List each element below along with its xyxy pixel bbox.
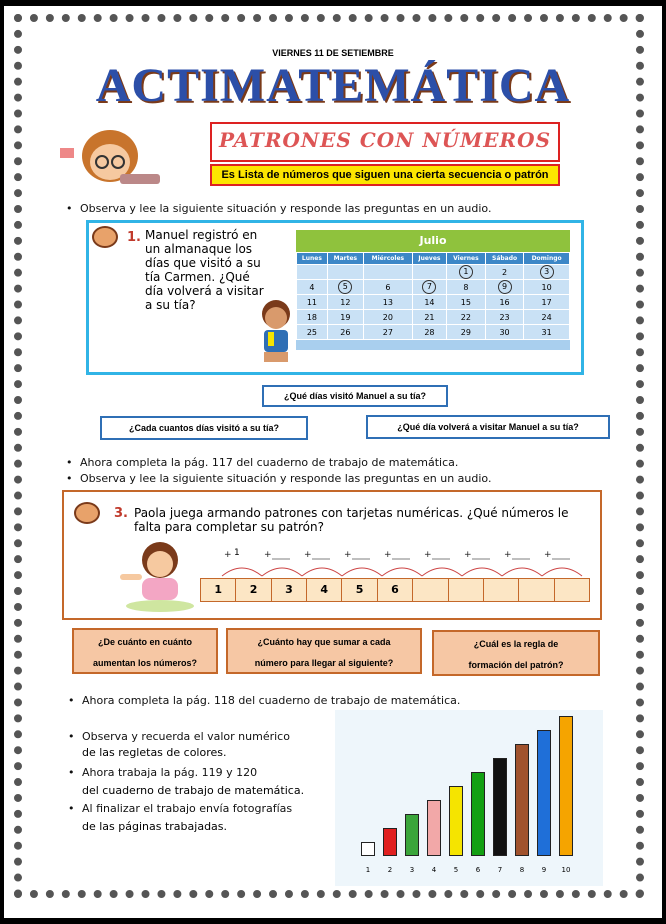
instruction-complete-117: • Ahora completa la pág. 117 del cuaderno de trabajo de matemática. xyxy=(80,456,458,469)
problem-1-text: Manuel registró en un almanaque los días que visitó a su tía Carmen. ¿Qué día volverá a visitar a su tía? xyxy=(145,228,264,312)
svg-text:+: + xyxy=(264,550,272,560)
regleta-bar xyxy=(427,800,441,856)
number-card: 2 xyxy=(236,579,271,601)
boy-illustration xyxy=(50,118,170,188)
number-card: 5 xyxy=(342,579,377,601)
number-card: 3 xyxy=(272,579,307,601)
circled-day: 9 xyxy=(498,280,512,294)
regleta-label: 3 xyxy=(409,866,415,874)
calendar-day: 15 xyxy=(446,295,485,310)
calendar-day: 18 xyxy=(297,310,328,325)
svg-text:+: + xyxy=(344,550,352,560)
regleta-label: 9 xyxy=(541,866,547,874)
question-add-line1: ¿Cuánto hay que sumar a cada xyxy=(257,637,391,647)
regleta-label: 6 xyxy=(475,866,481,874)
calendar-day: 28 xyxy=(412,325,446,340)
circled-day: 5 xyxy=(338,280,352,294)
calendar-day: 20 xyxy=(363,310,412,325)
problem-3-number: 3. xyxy=(114,506,128,521)
regleta-bar xyxy=(405,814,419,856)
girl-illustration xyxy=(116,538,202,614)
number-card xyxy=(519,579,554,601)
svg-text:+: + xyxy=(224,550,232,560)
number-card: 1 xyxy=(201,579,236,601)
regleta-label: 5 xyxy=(453,866,459,874)
weekday-header: Martes xyxy=(327,253,363,265)
instruction-observe-3: • Observa y recuerda el valor numérico xyxy=(82,730,290,743)
circled-day: 1 xyxy=(459,265,473,279)
svg-text:+: + xyxy=(504,550,512,560)
question-next-visit: ¿Qué día volverá a visitar Manuel a su tía? xyxy=(366,415,610,439)
calendar-week xyxy=(297,280,570,295)
question-increase-line1: ¿De cuánto en cuánto xyxy=(97,637,192,647)
svg-text:+: + xyxy=(424,550,432,560)
calendar-day xyxy=(327,265,363,280)
regleta-label: 4 xyxy=(431,866,437,874)
calendar-day: 14 xyxy=(412,295,446,310)
problem-3-text: Paola juega armando patrones con tarjetas numéricas. ¿Qué números le falta para completar su patrón? xyxy=(134,506,569,534)
instruction-complete-118: • Ahora completa la pág. 118 del cuaderno de trabajo de matemática. xyxy=(82,694,460,707)
calendar-grid xyxy=(296,252,570,340)
number-card-row xyxy=(200,578,590,602)
regleta-bar xyxy=(515,744,529,856)
calendar-day: 2 xyxy=(485,265,523,280)
regleta-label: 1 xyxy=(365,866,371,874)
question-add-line2: número para llegar al siguiente? xyxy=(254,658,394,668)
boy-pointing-illustration xyxy=(252,296,302,366)
calendar-day: 13 xyxy=(363,295,412,310)
calendar-month: Julio xyxy=(296,230,570,252)
regleta-bar xyxy=(383,828,397,856)
calendar-week xyxy=(297,325,570,340)
calendar-week xyxy=(297,295,570,310)
calendar-day xyxy=(446,265,485,280)
question-rule-line1: ¿Cuál es la regla de xyxy=(473,639,559,649)
first-step-value: 1 xyxy=(234,548,240,558)
step-arrows xyxy=(206,548,586,580)
question-add xyxy=(226,628,422,674)
calendar-day: 12 xyxy=(327,295,363,310)
calendar-day: 27 xyxy=(363,325,412,340)
calendar-day: 6 xyxy=(363,280,412,295)
regleta-bar xyxy=(493,758,507,856)
calendar-day: 8 xyxy=(446,280,485,295)
instruction-send-photos: • Al finalizar el trabajo envía fotografías xyxy=(82,802,292,815)
calendar-day: 23 xyxy=(485,310,523,325)
circled-day: 3 xyxy=(540,265,554,279)
calendar-day: 21 xyxy=(412,310,446,325)
calendar-day: 16 xyxy=(485,295,523,310)
svg-text:+: + xyxy=(464,550,472,560)
calendar-day xyxy=(412,265,446,280)
calendar-day: 24 xyxy=(524,310,570,325)
calendar-day: 10 xyxy=(524,280,570,295)
calendar-day: 17 xyxy=(524,295,570,310)
instruction-work-119-cont: del cuaderno de trabajo de matemática. xyxy=(82,784,305,797)
problem-1-number: 1. xyxy=(127,230,141,245)
number-card: 6 xyxy=(378,579,413,601)
calendar-day: 11 xyxy=(297,295,328,310)
question-days-visited: ¿Qué días visitó Manuel a su tía? xyxy=(262,385,448,407)
instruction-send-photos-cont: de las páginas trabajadas. xyxy=(82,820,228,833)
instruction-work-119: • Ahora trabaja la pág. 119 y 120 xyxy=(82,766,257,779)
weekday-header: Miércoles xyxy=(363,253,412,265)
calendar-day xyxy=(412,280,446,295)
question-increase-line2: aumentan los números? xyxy=(92,658,198,668)
question-increase xyxy=(72,628,218,674)
regleta-label: 8 xyxy=(519,866,525,874)
regleta-label: 2 xyxy=(387,866,393,874)
weekday-header: Sábado xyxy=(485,253,523,265)
calendar-day: 22 xyxy=(446,310,485,325)
regleta-bar xyxy=(471,772,485,856)
number-card xyxy=(413,579,448,601)
question-rule xyxy=(432,630,600,676)
calendar-day: 31 xyxy=(524,325,570,340)
weekday-header: Domingo xyxy=(524,253,570,265)
regleta-bar xyxy=(559,716,573,856)
children-icon xyxy=(92,226,118,248)
number-card: 4 xyxy=(307,579,342,601)
page-title: ACTIMATEMÁTICA xyxy=(95,59,571,112)
regleta-bar xyxy=(537,730,551,856)
weekday-header: Lunes xyxy=(297,253,328,265)
calendar-day: 19 xyxy=(327,310,363,325)
question-interval: ¿Cada cuantos días visitó a su tía? xyxy=(100,416,308,440)
calendar-day: 29 xyxy=(446,325,485,340)
regletas-chart xyxy=(335,710,603,886)
svg-text:+: + xyxy=(304,550,312,560)
calendar-day: 30 xyxy=(485,325,523,340)
calendar-day xyxy=(327,280,363,295)
number-card xyxy=(449,579,484,601)
regleta-label: 7 xyxy=(497,866,503,874)
children-icon xyxy=(74,502,100,524)
svg-text:+: + xyxy=(384,550,392,560)
definition-box: Es Lista de números que siguen una cierta secuencia o patrón xyxy=(210,164,560,186)
subtitle: PATRONES CON NÚMEROS xyxy=(218,128,552,152)
weekday-header: Jueves xyxy=(412,253,446,265)
calendar-day: 25 xyxy=(297,325,328,340)
instruction-observe-1: • Observa y lee la siguiente situación y responde las preguntas en un audio. xyxy=(80,202,491,215)
circled-day: 7 xyxy=(422,280,436,294)
calendar-day xyxy=(297,265,328,280)
calendar-week xyxy=(297,310,570,325)
regleta-bar xyxy=(361,842,375,856)
number-card xyxy=(555,579,589,601)
calendar-day: 26 xyxy=(327,325,363,340)
instruction-observe-3-cont: de las regletas de colores. xyxy=(82,746,227,759)
date-heading: VIERNES 11 DE SETIEMBRE xyxy=(272,48,394,58)
calendar-day xyxy=(524,265,570,280)
number-card xyxy=(484,579,519,601)
svg-text:+: + xyxy=(544,550,552,560)
calendar-day xyxy=(485,280,523,295)
question-rule-line2: formación del patrón? xyxy=(468,660,564,670)
calendar-day xyxy=(363,265,412,280)
calendar-week xyxy=(297,265,570,280)
regleta-label: 10 xyxy=(561,866,571,874)
regleta-bar xyxy=(449,786,463,856)
calendar-day: 4 xyxy=(297,280,328,295)
weekday-header: Viernes xyxy=(446,253,485,265)
instruction-observe-2: • Observa y lee la siguiente situación y responde las preguntas en un audio. xyxy=(80,472,491,485)
